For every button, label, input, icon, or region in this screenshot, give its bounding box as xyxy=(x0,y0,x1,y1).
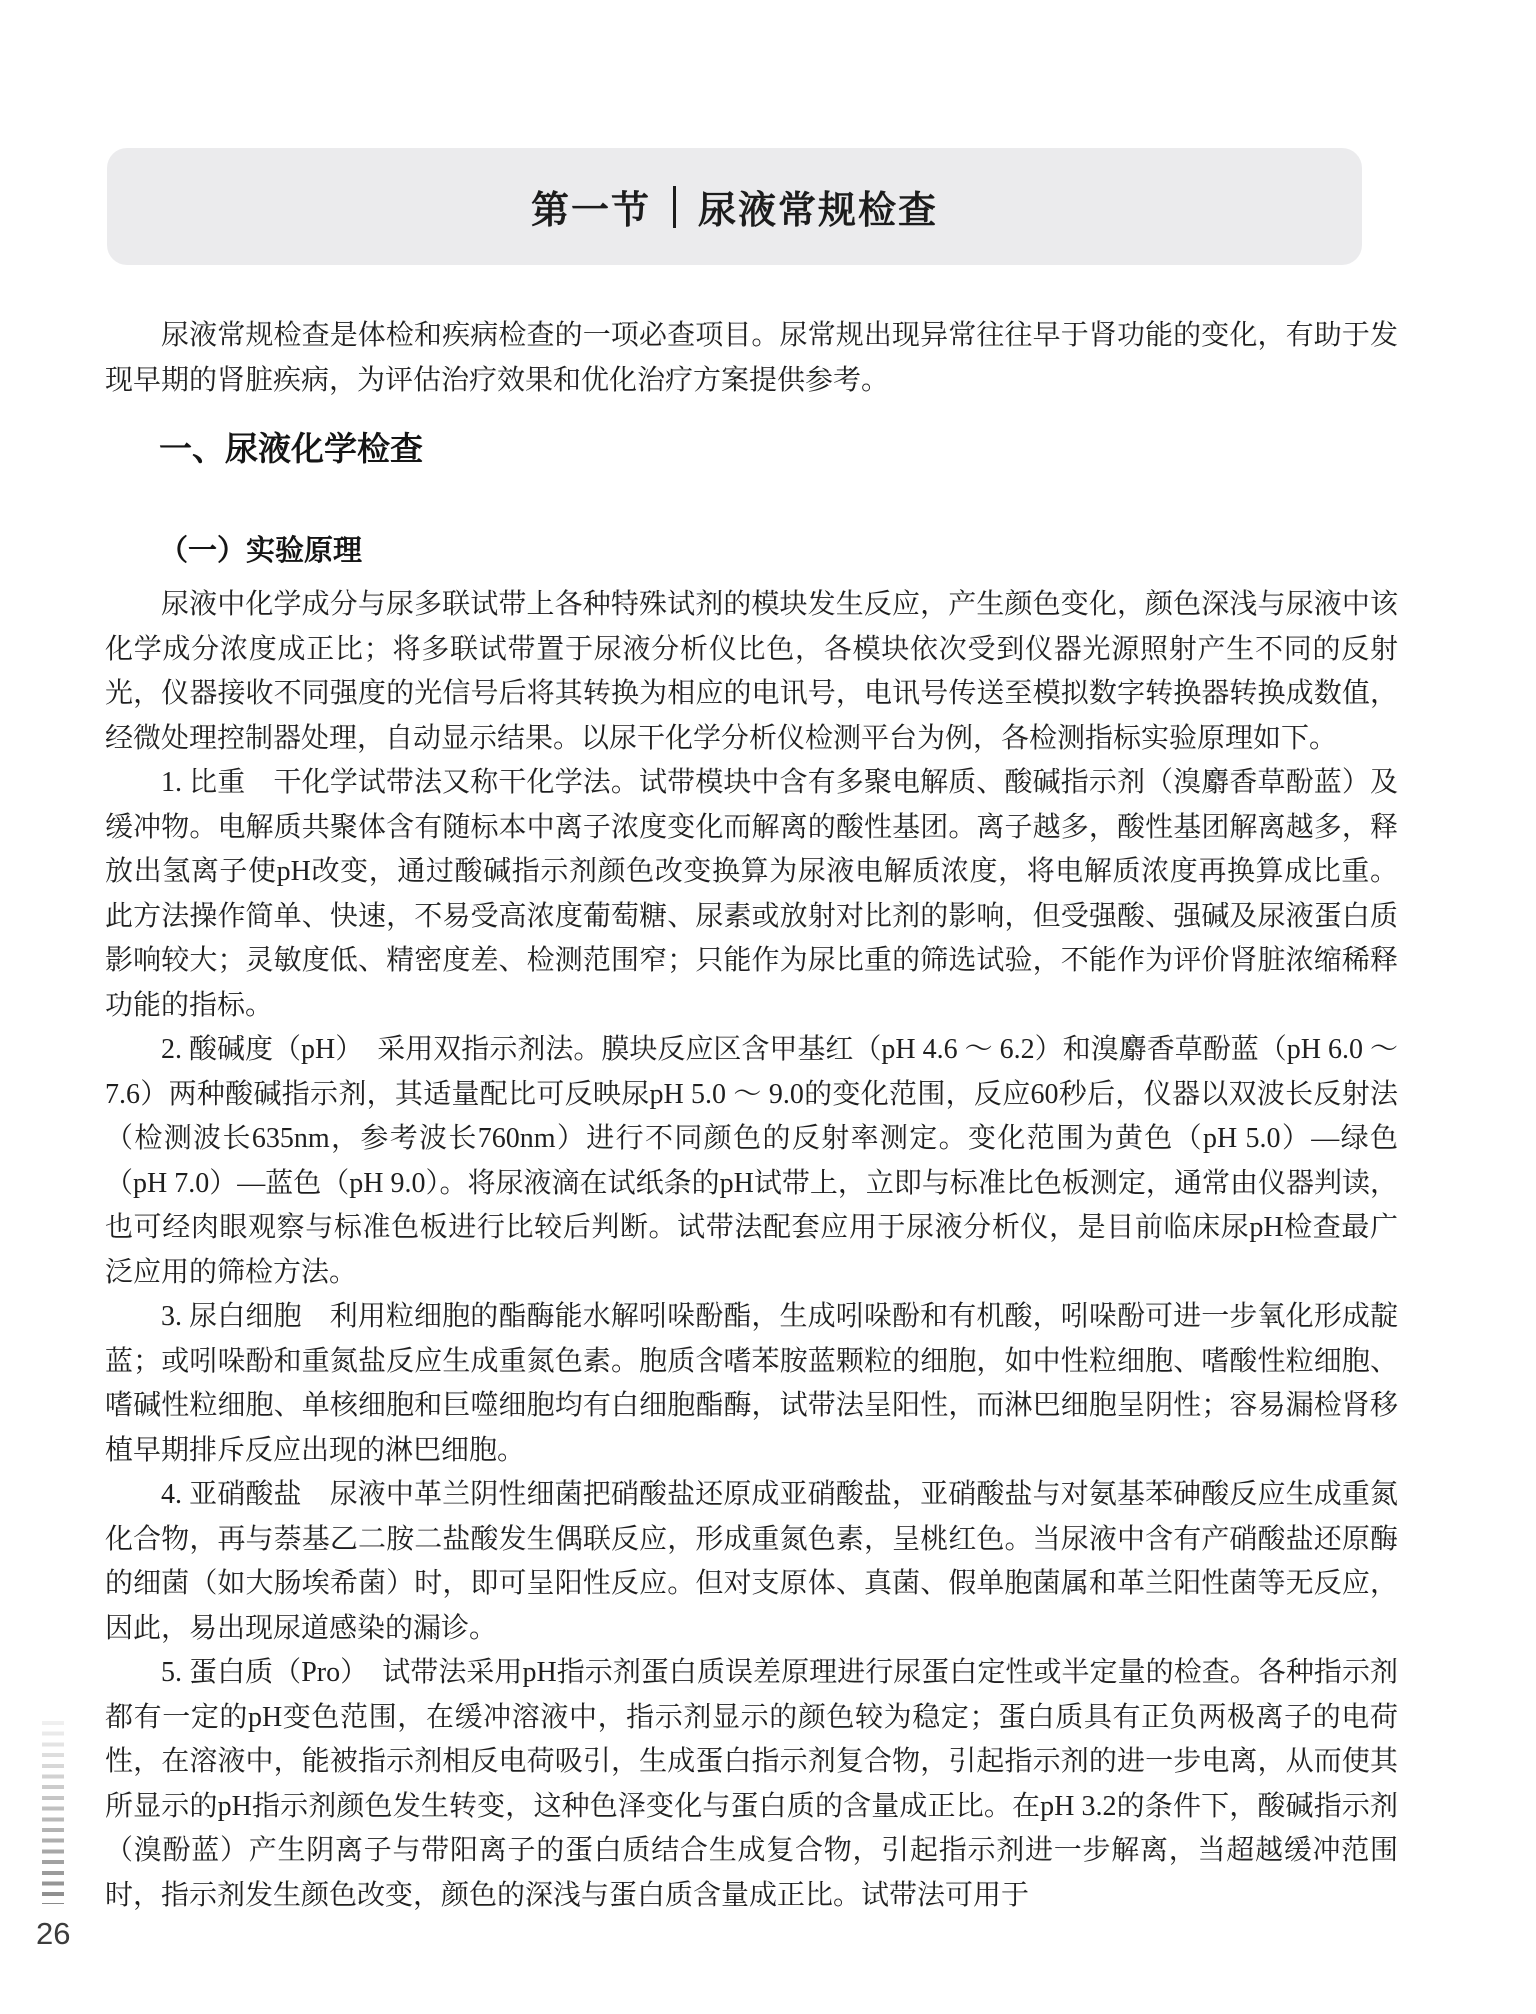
principle-item-specific-gravity: 1. 比重 干化学试带法又称干化学法。试带模块中含有多聚电解质、酸碱指示剂（溴麝香草酚蓝）及缓冲物。电解质共聚体含有随标本中离子浓度变化而解离的酸性基团。离子越多，酸性基团解离越多，释放出氢离子使pH改变，通过酸碱指示剂颜色改变换算为尿液电解质浓度，将电解质浓度再换算成比重。此方法操作简单、快速，不易受高浓度葡萄糖、尿素或放射对比剂的影响，但受强酸、强碱及尿液蛋白质影响较大；灵敏度低、精密度差、检测范围窄；只能作为尿比重的筛选试验，不能作为评价肾脏浓缩稀释功能的指标。 xyxy=(105,767,1398,1021)
principle-item-ph: 2. 酸碱度（pH） 采用双指示剂法。膜块反应区含甲基红（pH 4.6 ～ 6.2）和溴麝香草酚蓝（pH 6.0 ～ 7.6）两种酸碱指示剂，其适量配比可反映尿pH 5.0 ～ 9.0的变化范围，反应60秒后，仪器以双波长反射法（检测波长635nm，参考波长760nm）进行不同颜色的反射率测定。变化范围为黄色（pH 5.0）—绿色（pH 7.0）—蓝色（pH 9.0）。将尿液滴在试纸条的pH试带上，立即与标准比色板测定，通常由仪器判读，也可经肉眼观察与标准色板进行比较后判断。试带法配套应用于尿液分析仪，是目前临床尿pH检查最广泛应用的筛检方法。 xyxy=(105,1034,1398,1288)
principle-item-nitrite: 4. 亚硝酸盐 尿液中革兰阴性细菌把硝酸盐还原成亚硝酸盐，亚硝酸盐与对氨基苯砷酸反应生成重氮化合物，再与萘基乙二胺二盐酸发生偶联反应，形成重氮色素，呈桃红色。当尿液中含有产硝酸盐还原酶的细菌（如大肠埃希菌）时，即可呈阳性反应。但对支原体、真菌、假单胞菌属和革兰阳性菌等无反应，因此，易出现尿道感染的漏诊。 xyxy=(105,1479,1398,1644)
subheading-experiment-principle: （一）实验原理 xyxy=(159,535,363,567)
section-banner xyxy=(107,148,1362,265)
section-banner-title xyxy=(531,179,938,234)
principle-intro-paragraph: 尿液中化学成分与尿多联试带上各种特殊试剂的模块发生反应，产生颜色变化，颜色深浅与尿液中该化学成分浓度成正比；将多联试带置于尿液分析仪比色，各模块依次受到仪器光源照射产生不同的反射光，仪器接收不同强度的光信号后将其转换为相应的电讯号，电讯号传送至模拟数字转换器转换成数值，经微处理控制器处理，自动显示结果。以尿干化学分析仪检测平台为例，各检测指标实验原理如下。 xyxy=(105,589,1398,754)
principle-section xyxy=(105,583,1398,1918)
intro-paragraph: 尿液常规检查是体检和疾病检查的一项必查项目。尿常规出现异常往往早于肾功能的变化，有助于发现早期的肾脏疾病，为评估治疗效果和优化治疗方案提供参考。 xyxy=(105,320,1398,396)
page-number: 26 xyxy=(36,1916,71,1951)
heading-urine-chemistry: 一、尿液化学检查 xyxy=(159,430,423,467)
principle-item-protein: 5. 蛋白质（Pro） 试带法采用pH指示剂蛋白质误差原理进行尿蛋白定性或半定量的检查。各种指示剂都有一定的pH变色范围，在缓冲溶液中，指示剂显示的颜色较为稳定；蛋白质具有正负两极离子的电荷性，在溶液中，能被指示剂相反电荷吸引，生成蛋白指示剂复合物，引起指示剂的进一步电离，从而使其所显示的pH指示剂颜色发生转变，这种色泽变化与蛋白质的含量成正比。在pH 3.2的条件下，酸碱指示剂（溴酚蓝）产生阴离子与带阳离子的蛋白质结合生成复合物，引起指示剂进一步解离，当超越缓冲范围时，指示剂发生颜色改变，颜色的深浅与蛋白质含量成正比。试带法可用于 xyxy=(105,1657,1398,1911)
banner-divider xyxy=(673,186,676,228)
section-label: 第一节 xyxy=(530,190,651,232)
page-edge-tick-marks xyxy=(42,1721,64,1904)
principle-item-leukocyte: 3. 尿白细胞 利用粒细胞的酯酶能水解吲哚酚酯，生成吲哚酚和有机酸，吲哚酚可进一步氧化形成靛蓝；或吲哚酚和重氮盐反应生成重氮色素。胞质含嗜苯胺蓝颗粒的细胞，如中性粒细胞、嗜酸性粒细胞、嗜碱性粒细胞、单核细胞和巨噬细胞均有白细胞酯酶，试带法呈阳性，而淋巴细胞呈阴性；容易漏检肾移植早期排斥反应出现的淋巴细胞。 xyxy=(105,1301,1398,1466)
page-body xyxy=(105,265,1398,1918)
section-title: 尿液常规检查 xyxy=(698,190,939,232)
